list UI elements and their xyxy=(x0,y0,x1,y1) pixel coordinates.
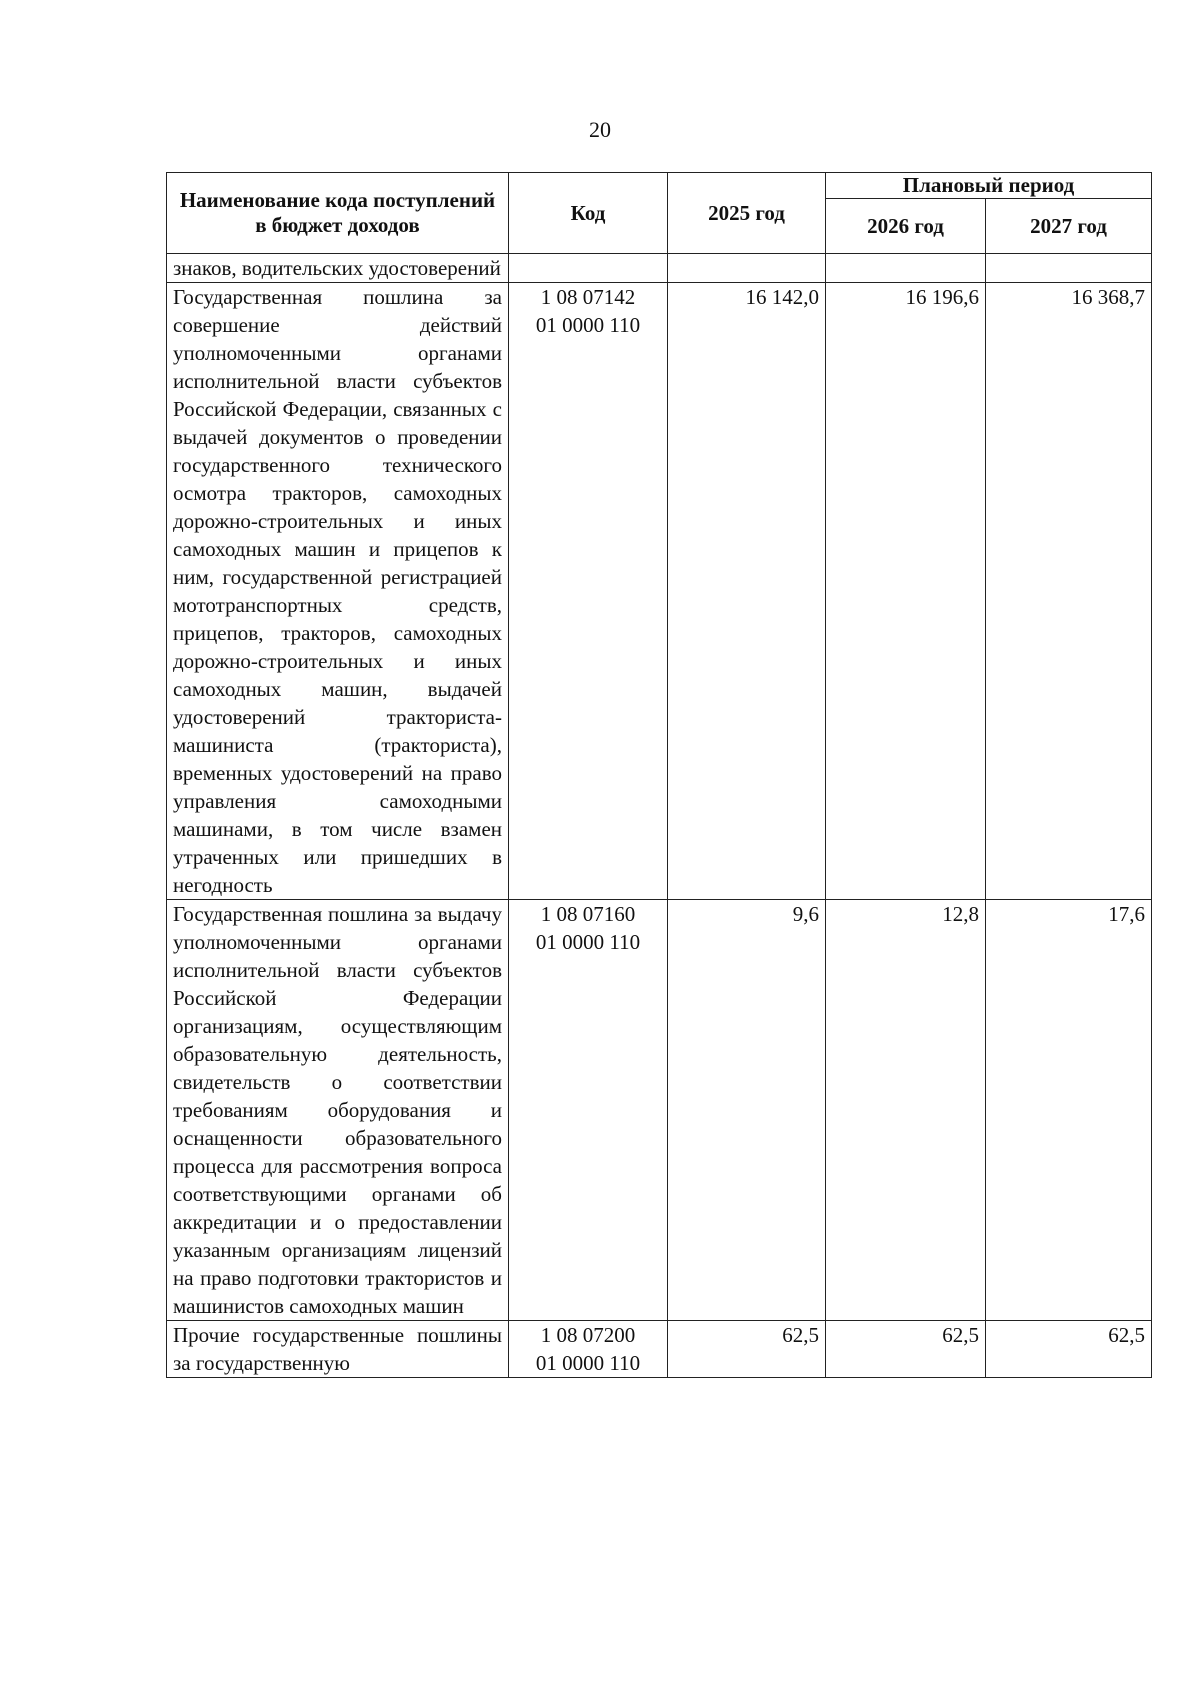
header-2026: 2026 год xyxy=(826,199,986,254)
row-value-2027: 17,6 xyxy=(986,900,1152,1321)
row-value-2026: 62,5 xyxy=(826,1321,986,1378)
row-name: Государственная пошлина за выдачу уполномоченными органами исполнительной власти субъектов Российской Федерации организациям, осуществляющим образовательную деятельность, свидетельств о соответствии требованиям оборудования и оснащенности образовательного процесса для рассмотрения вопроса соответствующими органами об аккредитации и о предоставлении указанным организациям лицензий на право подготовки трактористов и машинистов самоходных машин xyxy=(167,900,509,1321)
row-code-line1: 1 08 07160 xyxy=(540,902,636,926)
row-code-line2: 01 0000 110 xyxy=(535,930,641,954)
row-code-line2: 01 0000 110 xyxy=(535,1351,641,1375)
row-code xyxy=(509,283,668,900)
header-name: Наименование кода поступлений в бюджет доходов xyxy=(167,173,509,254)
row-code-line2: 01 0000 110 xyxy=(535,313,641,337)
row-value-2025: 16 142,0 xyxy=(668,283,826,900)
table-row xyxy=(167,254,1152,283)
row-value-2025: 62,5 xyxy=(668,1321,826,1378)
header-planned-period: Плановый период xyxy=(826,173,1152,199)
row-value-2026: 12,8 xyxy=(826,900,986,1321)
table-row xyxy=(167,900,1152,1321)
row-value-2026 xyxy=(826,254,986,283)
row-code xyxy=(509,1321,668,1378)
header-2025: 2025 год xyxy=(668,173,826,254)
row-name: Прочие государственные пошлины за государственную xyxy=(167,1321,509,1378)
row-code xyxy=(509,900,668,1321)
row-value-2027: 62,5 xyxy=(986,1321,1152,1378)
page-number: 20 xyxy=(589,117,611,142)
header-2027: 2027 год xyxy=(986,199,1152,254)
table-row xyxy=(167,1321,1152,1378)
row-code-line1: 1 08 07200 xyxy=(540,1323,636,1347)
table-row xyxy=(167,283,1152,900)
row-name: Государственная пошлина за совершение действий уполномоченными органами исполнительной власти субъектов Российской Федерации, связанных с выдачей документов о проведении государственного технического осмотра тракторов, самоходных дорожно-строительных и иных самоходных машин и прицепов к ним, государственной регистрацией мототранспортных средств, прицепов, тракторов, самоходных дорожно-строительных и иных самоходных машин, выдачей удостоверений тракториста-машиниста (тракториста), временных удостоверений на право управления самоходными машинами, в том числе взамен утраченных или пришедших в негодность xyxy=(167,283,509,900)
header-code: Код xyxy=(509,173,668,254)
row-value-2027 xyxy=(986,254,1152,283)
row-value-2025 xyxy=(668,254,826,283)
row-code-line1: 1 08 07142 xyxy=(540,285,636,309)
row-value-2026: 16 196,6 xyxy=(826,283,986,900)
row-value-2027: 16 368,7 xyxy=(986,283,1152,900)
row-value-2025: 9,6 xyxy=(668,900,826,1321)
revenue-table xyxy=(166,172,1152,1378)
table-header-row xyxy=(167,173,1152,199)
row-code xyxy=(509,254,668,283)
row-name: знаков, водительских удостоверений xyxy=(167,254,509,283)
